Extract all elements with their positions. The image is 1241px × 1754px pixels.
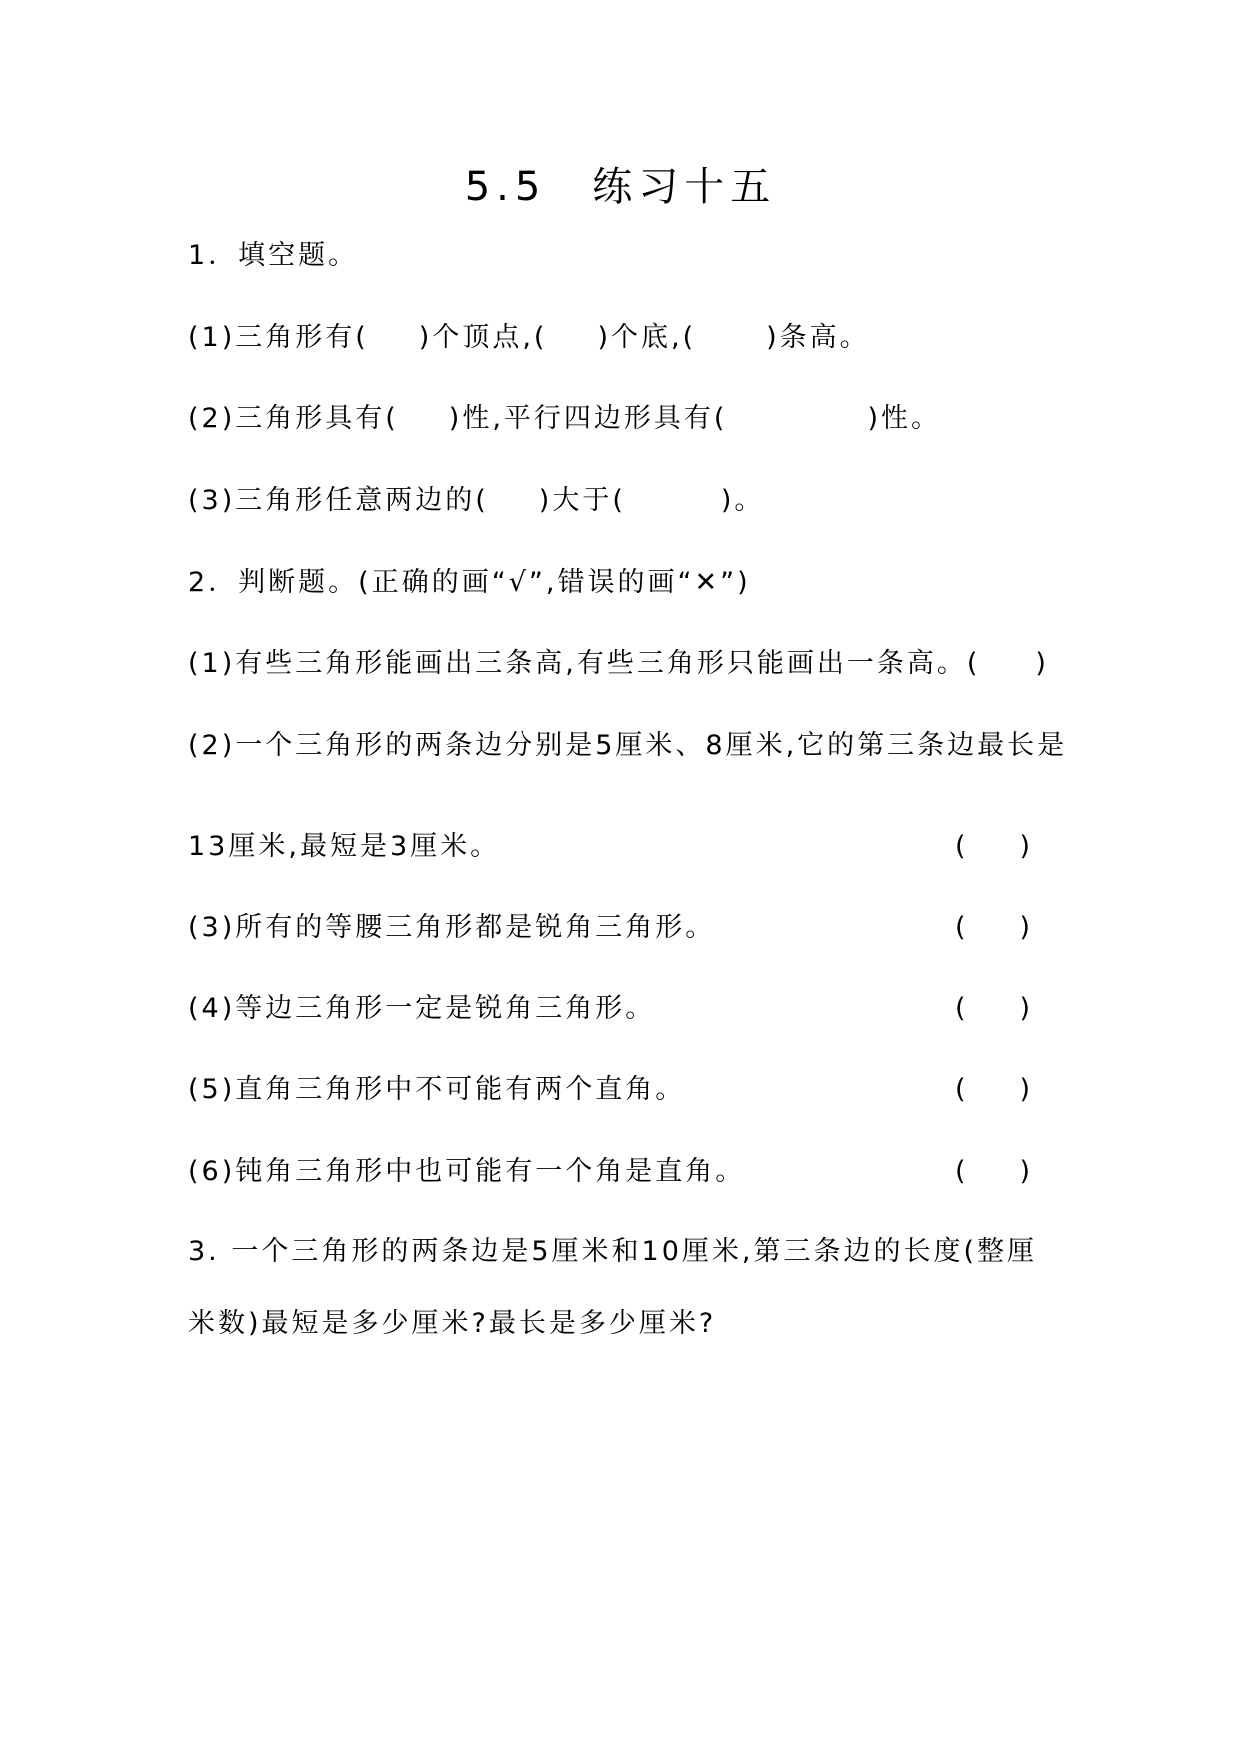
answer-bracket: ( ) [955,993,1031,1024]
judge-question-2-line2: 13厘米,最短是3厘米。 [188,831,501,862]
page-title: 5.5 练习十五 [464,164,777,210]
question-number: (1) [188,322,236,353]
answer-bracket: ( ) [955,912,1031,943]
answer-bracket: ( ) [955,831,1031,862]
judge-question-2-line1: (2)一个三角形的两条边分别是5厘米、8厘米,它的第三条边最长是 [188,730,1068,761]
fill-question-2: (2)三角形具有( )性,平行四边形具有( )性。 [188,403,941,434]
fill-question-1: (1)三角形有( )个顶点,( )个底,( )条高。 [188,322,870,353]
judge-question-3: (3)所有的等腰三角形都是锐角三角形。 [188,912,716,943]
fill-question-3: (3)三角形任意两边的( )大于( )。 [188,485,765,516]
judge-question-1: (1)有些三角形能画出三条高,有些三角形只能画出一条高。( ) [188,648,1049,679]
judge-question-6: (6)钝角三角形中也可能有一个角是直角。 [188,1156,746,1187]
question-number: (2) [188,403,236,434]
answer-bracket: ( ) [955,1074,1031,1105]
section2-heading: 2．判断题。(正确的画“√”,错误的画“✕”) [188,567,751,598]
section3-question-line2: 米数)最短是多少厘米?最长是多少厘米? [188,1308,717,1339]
answer-bracket: ( ) [955,1156,1031,1187]
section3-question-line1: 3. 一个三角形的两条边是5厘米和10厘米,第三条边的长度(整厘 [188,1236,1037,1267]
section1-heading: 1．填空题。 [188,240,359,271]
judge-question-4: (4)等边三角形一定是锐角三角形。 [188,993,656,1024]
question-number: (3) [188,485,236,516]
judge-question-5: (5)直角三角形中不可能有两个直角。 [188,1074,686,1105]
